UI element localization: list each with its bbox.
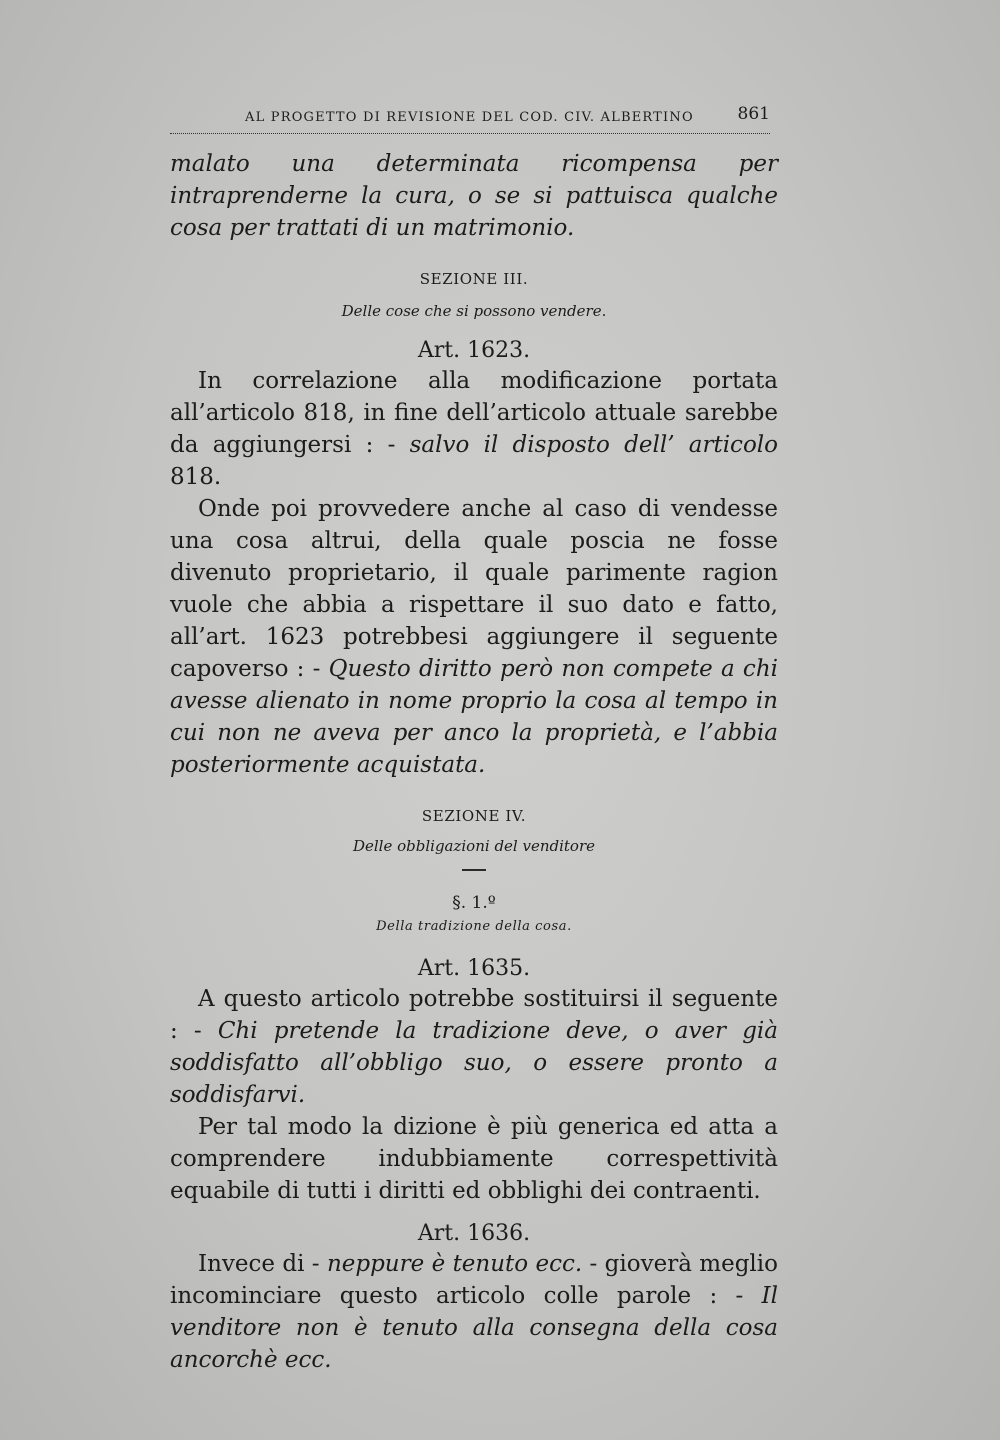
continuation-paragraph: malato una determinata ricompensa per intraprenderne la cura, o se si pattuisca qualche cosa per trattati di un matrimonio. xyxy=(170,151,778,241)
page-header xyxy=(170,104,770,134)
art-1635-heading: Art. 1635. xyxy=(417,956,531,981)
page-number: 861 xyxy=(737,104,770,124)
header-rule xyxy=(170,133,770,134)
section-3-title: Delle cose che si possono vendere. xyxy=(341,302,607,320)
art-1623-heading: Art. 1623. xyxy=(417,338,531,363)
art-1635-paragraph-1: A questo articolo potrebbe sostituirsi il seguente : - Chi pretende la tradizione deve, o aver già soddisfatto all’obbligo suo, o essere pronto a soddisfarvi. xyxy=(170,986,778,1108)
art-1636-paragraph-1: Invece di - neppure è tenuto ecc. - gioverà meglio incominciare questo articolo colle parole : - Il venditore non è tenuto alla consegna della cosa ancorchè ecc. xyxy=(170,1251,778,1373)
section-divider xyxy=(462,869,486,871)
section-3-label: SEZIONE III. xyxy=(419,270,529,288)
section-4-label: SEZIONE IV. xyxy=(421,807,527,825)
page-body xyxy=(170,148,778,1376)
art-1636-heading: Art. 1636. xyxy=(417,1221,531,1246)
paragraph-title: Della tradizione della cosa. xyxy=(376,919,572,934)
running-head: AL PROGETTO DI REVISIONE DEL COD. CIV. ALBERTINO xyxy=(245,110,694,125)
section-4-title: Delle obbligazioni del venditore xyxy=(352,837,596,855)
art-1623-paragraph-1: In correlazione alla modificazione portata all’articolo 818, in fine dell’articolo attuale sarebbe da aggiungersi : - salvo il disposto dell’ articolo 818. xyxy=(170,368,778,490)
art-1635-paragraph-2: Per tal modo la dizione è più generica ed atta a comprendere indubbiamente correspettività equabile di tutti i diritti ed obblighi dei contraenti. xyxy=(170,1114,778,1204)
paragraph-number: §. 1.º xyxy=(452,893,496,913)
art-1623-paragraph-2: Onde poi provvedere anche al caso di vendesse una cosa altrui, della quale poscia ne fosse divenuto proprietario, il quale parimente ragion vuole che abbia a rispettare il suo dato e fatto, all’art. 1623 potrebbesi aggiungere il seguente capoverso : - Questo diritto però non compete a chi avesse alienato in nome proprio la cosa al tempo in cui non ne aveva per anco la proprietà, e l’abbia posteriormente acquistata. xyxy=(170,496,778,778)
